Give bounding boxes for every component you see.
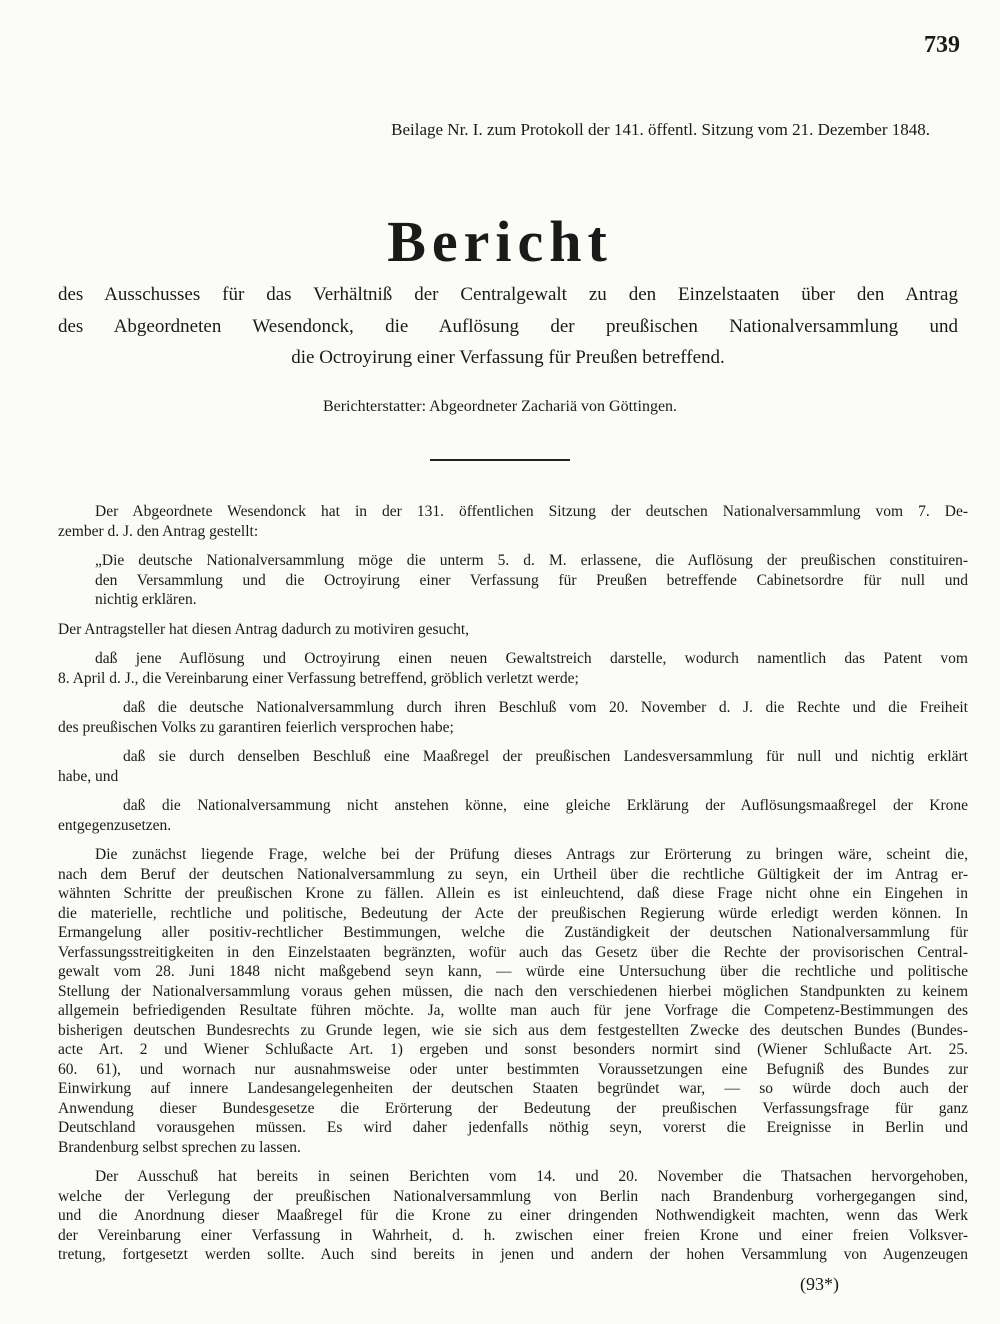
text-line: Stellung der Nationalversammlung voraus gehen müssen, die nach den verschiedenen hierbei möglichen Standpunkten zu keinem bbox=[58, 982, 968, 1000]
text-line: Anwendung dieser Bundesgesetze die Erörterung der Bedeutung der preußischen Verfassungsfrage für ganz bbox=[58, 1099, 968, 1117]
paragraph bbox=[58, 551, 968, 610]
text-line: Brandenburg selbst sprechen zu lassen. bbox=[58, 1138, 301, 1156]
supplement-header: Beilage Nr. I. zum Protokoll der 141. öffentl. Sitzung vom 21. Dezember 1848. bbox=[391, 120, 930, 139]
text-line: welche der Verlegung der preußischen Nationalversammlung von Berlin nach Brandenburg vorhergegangen sind, bbox=[58, 1187, 968, 1205]
divider bbox=[430, 459, 570, 461]
paragraph bbox=[58, 649, 968, 688]
reporter-line: Berichterstatter: Abgeordneter Zachariä von Göttingen. bbox=[322, 398, 678, 415]
text-line: nichtig erklären. bbox=[95, 591, 197, 608]
text-line: Der Abgeordnete Wesendonck hat in der 131. öffentlichen Sitzung der deutschen Nationalversammlung vom 7. De- bbox=[95, 503, 968, 520]
text-line: Der Ausschuß hat bereits in seinen Berichten vom 14. und 20. November die Thatsachen hervorgehoben, bbox=[95, 1168, 968, 1185]
paragraph bbox=[58, 502, 968, 541]
text-line: tretung, fortgesetzt werden sollte. Auch sind bereits in jenen und andern der hohen Versammlung von Augenzeugen bbox=[58, 1246, 968, 1263]
document-title: Bericht bbox=[387, 209, 613, 274]
paragraph bbox=[58, 796, 968, 835]
subtitle-line: des Abgeordneten Wesendonck, die Auflösung der preußischen Nationalversammlung und bbox=[58, 316, 958, 337]
paragraph bbox=[58, 747, 968, 786]
paragraph bbox=[58, 698, 968, 737]
text-line: acte Art. 2 und Wiener Schlußacte Art. 1) ergeben und sonst besonders normirt sind (Wiener Schlußacte Art. 25. bbox=[58, 1041, 968, 1058]
text-line: daß die deutsche Nationalversammlung durch ihren Beschluß vom 20. November d. J. die Rechte und die Freiheit bbox=[123, 699, 968, 716]
subtitle-line: des Ausschusses für das Verhältniß der Centralgewalt zu den Einzelstaaten über den Antrag bbox=[58, 284, 958, 305]
text-line: Verfassungsstreitigkeiten in den Einzelstaaten begränzten, wofür auch das Gesetz über die Rechte der provisorischen Central- bbox=[58, 943, 968, 961]
text-line: wähnten Schritte der preußischen Krone zu fällen. Allein es ist einleuchtend, daß diese Frage nicht ohne ein Eingehen in bbox=[58, 885, 968, 902]
text-line: 8. April d. J., die Vereinbarung einer Verfassung betreffend, gröblich verletzt werde; bbox=[58, 669, 579, 687]
text-line: den Versammlung und die Octroyirung einer Verfassung für Preußen betreffende Cabinetsordre für null und bbox=[95, 571, 968, 589]
page-number: 739 bbox=[924, 32, 960, 58]
text-line: Einwirkung auf innere Landesangelegenheiten der deutschen Staaten begründet war, — so würde doch auch der bbox=[58, 1080, 968, 1097]
paragraph bbox=[58, 845, 968, 1157]
text-line: daß sie durch denselben Beschluß eine Maaßregel der preußischen Landesversammlung für null und nichtig erklärt bbox=[123, 748, 968, 765]
text-line: Der Antragsteller hat diesen Antrag dadurch zu motiviren gesucht, bbox=[58, 620, 470, 638]
text-line: allgemein befriedigenden Resultate führen möchte. Ja, wollte man auch für jene Vorfrage die Competenz-Bestimmungen des bbox=[58, 1002, 968, 1019]
text-line: Die zunächst liegende Frage, welche bei der Prüfung dieses Antrags zur Erörterung zu bringen wäre, scheint die, bbox=[95, 846, 968, 863]
text-line: 60. 61), und wornach nur ausnahmsweise oder unter bestimmten Voraussetzungen eine Befugniß des Bundes zur bbox=[58, 1060, 968, 1078]
text-line: und die Anordnung dieser Maaßregel für die Krone zu einer dringenden Nothwendigkeit machten, wenn das Werk bbox=[58, 1207, 968, 1224]
body-text bbox=[58, 502, 968, 1275]
subtitle-line: die Octroyirung einer Verfassung für Preußen betreffend. bbox=[291, 347, 725, 368]
text-line: bisherigen deutschen Bundesrechts zu Grunde legen, wie sie sich aus dem festgestellten Zwecke des deutschen Bundes (Bundes- bbox=[58, 1021, 968, 1039]
text-line: des preußischen Volks zu garantiren feierlich versprochen habe; bbox=[58, 718, 454, 736]
text-line: zember d. J. den Antrag gestellt: bbox=[58, 522, 259, 540]
text-line: gewalt vom 28. Juni 1848 nicht maßgebend seyn kann, — würde eine Untersuchung über die rechtliche und politische bbox=[58, 963, 968, 980]
paragraph bbox=[58, 1167, 968, 1265]
text-line: daß die Nationalversammung nicht anstehen könne, eine gleiche Erklärung der Auflösungsmaaßregel der Krone bbox=[123, 797, 968, 814]
text-line: daß jene Auflösung und Octroyirung einen neuen Gewaltstreich darstelle, wodurch namentlich das Patent vom bbox=[95, 650, 968, 667]
text-line: entgegenzusetzen. bbox=[58, 816, 172, 834]
signature-mark: (93*) bbox=[800, 1274, 839, 1294]
text-line: „Die deutsche Nationalversammlung möge die unterm 5. d. M. erlassene, die Auflösung der preußischen constituiren- bbox=[95, 552, 968, 569]
text-line: habe, und bbox=[58, 767, 119, 785]
text-line: nach dem Beruf der deutschen Nationalversammlung zu seyn, ein Urtheil über die rechtliche Gültigkeit der im Antrag er- bbox=[58, 865, 968, 883]
text-line: Deutschland vorausgehen müssen. Es wird daher jedenfalls nöthig seyn, vorerst die Ereignisse in Berlin und bbox=[58, 1119, 968, 1136]
text-line: Ermangelung aller positiv-rechtlicher Bestimmungen, welche die Zuständigkeit der deutschen Nationalversammlung für bbox=[58, 924, 968, 941]
text-line: der Vereinbarung einer Verfassung in Wahrheit, d. h. zwischen einer freien Krone und einer freien Volksver- bbox=[58, 1226, 968, 1244]
paragraph bbox=[58, 620, 968, 640]
text-line: die materielle, rechtliche und politische, Bedeutung der Acte der preußischen Regierung würde erledigt werden können. In bbox=[58, 904, 968, 922]
